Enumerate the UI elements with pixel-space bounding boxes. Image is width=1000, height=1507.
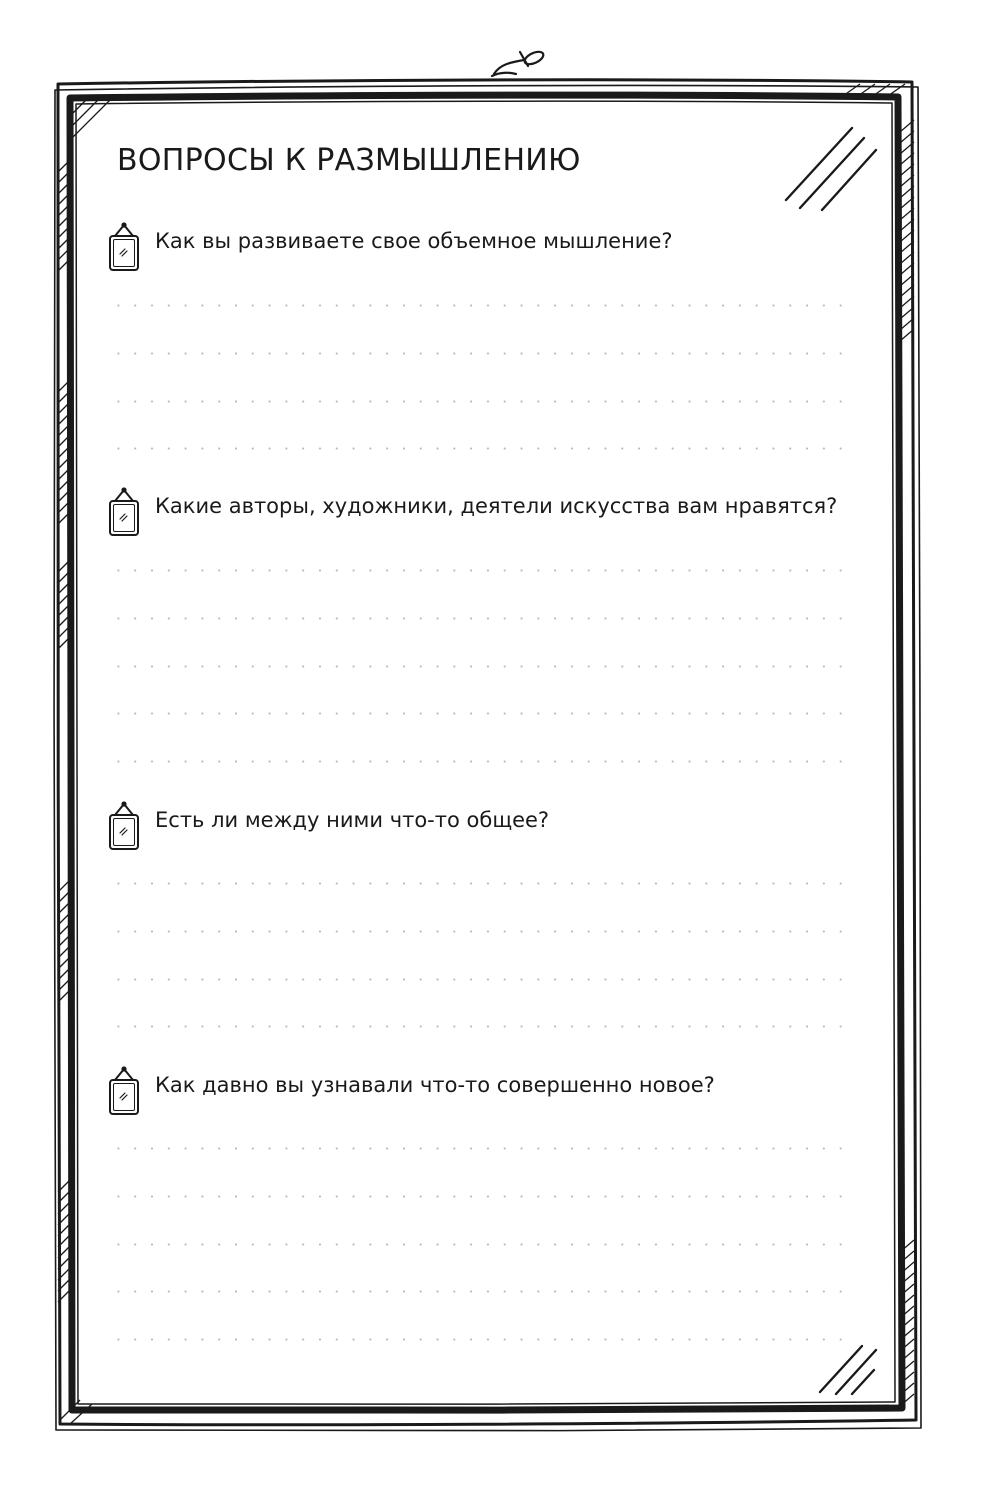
page-title: ВОПРОСЫ К РАЗМЫШЛЕНИЮ bbox=[117, 143, 581, 178]
answer-line[interactable] bbox=[110, 1243, 850, 1246]
answer-line[interactable] bbox=[110, 352, 850, 355]
question-item bbox=[105, 801, 865, 861]
hanging-frame-icon bbox=[105, 487, 145, 543]
question-item bbox=[105, 222, 865, 282]
hanging-frame-icon bbox=[105, 1066, 145, 1122]
answer-line[interactable] bbox=[110, 400, 850, 403]
hanging-frame-icon bbox=[105, 801, 145, 857]
question-text: Как давно вы узнавали что-то совершенно новое? bbox=[155, 1073, 715, 1097]
answer-line[interactable] bbox=[110, 882, 850, 885]
answer-line[interactable] bbox=[110, 1147, 850, 1150]
answer-line[interactable] bbox=[110, 1195, 850, 1198]
answer-line[interactable] bbox=[110, 665, 850, 668]
answer-line[interactable] bbox=[110, 447, 850, 450]
answer-line[interactable] bbox=[110, 930, 850, 933]
hanging-frame-icon bbox=[105, 222, 145, 278]
question-item bbox=[105, 487, 865, 547]
answer-line[interactable] bbox=[110, 712, 850, 715]
answer-line[interactable] bbox=[110, 569, 850, 572]
answer-line[interactable] bbox=[110, 978, 850, 981]
question-item bbox=[105, 1066, 865, 1126]
answer-line[interactable] bbox=[110, 304, 850, 307]
answer-line[interactable] bbox=[110, 617, 850, 620]
question-text: Какие авторы, художники, деятели искусства вам нравятся? bbox=[155, 494, 838, 518]
answer-line[interactable] bbox=[110, 760, 850, 763]
answer-line[interactable] bbox=[110, 1025, 850, 1028]
answer-line[interactable] bbox=[110, 1290, 850, 1293]
question-text: Как вы развиваете свое объемное мышление? bbox=[155, 229, 673, 253]
question-text: Есть ли между ними что-то общее? bbox=[155, 808, 550, 832]
answer-line[interactable] bbox=[110, 1338, 850, 1341]
nail-icon bbox=[492, 49, 545, 76]
